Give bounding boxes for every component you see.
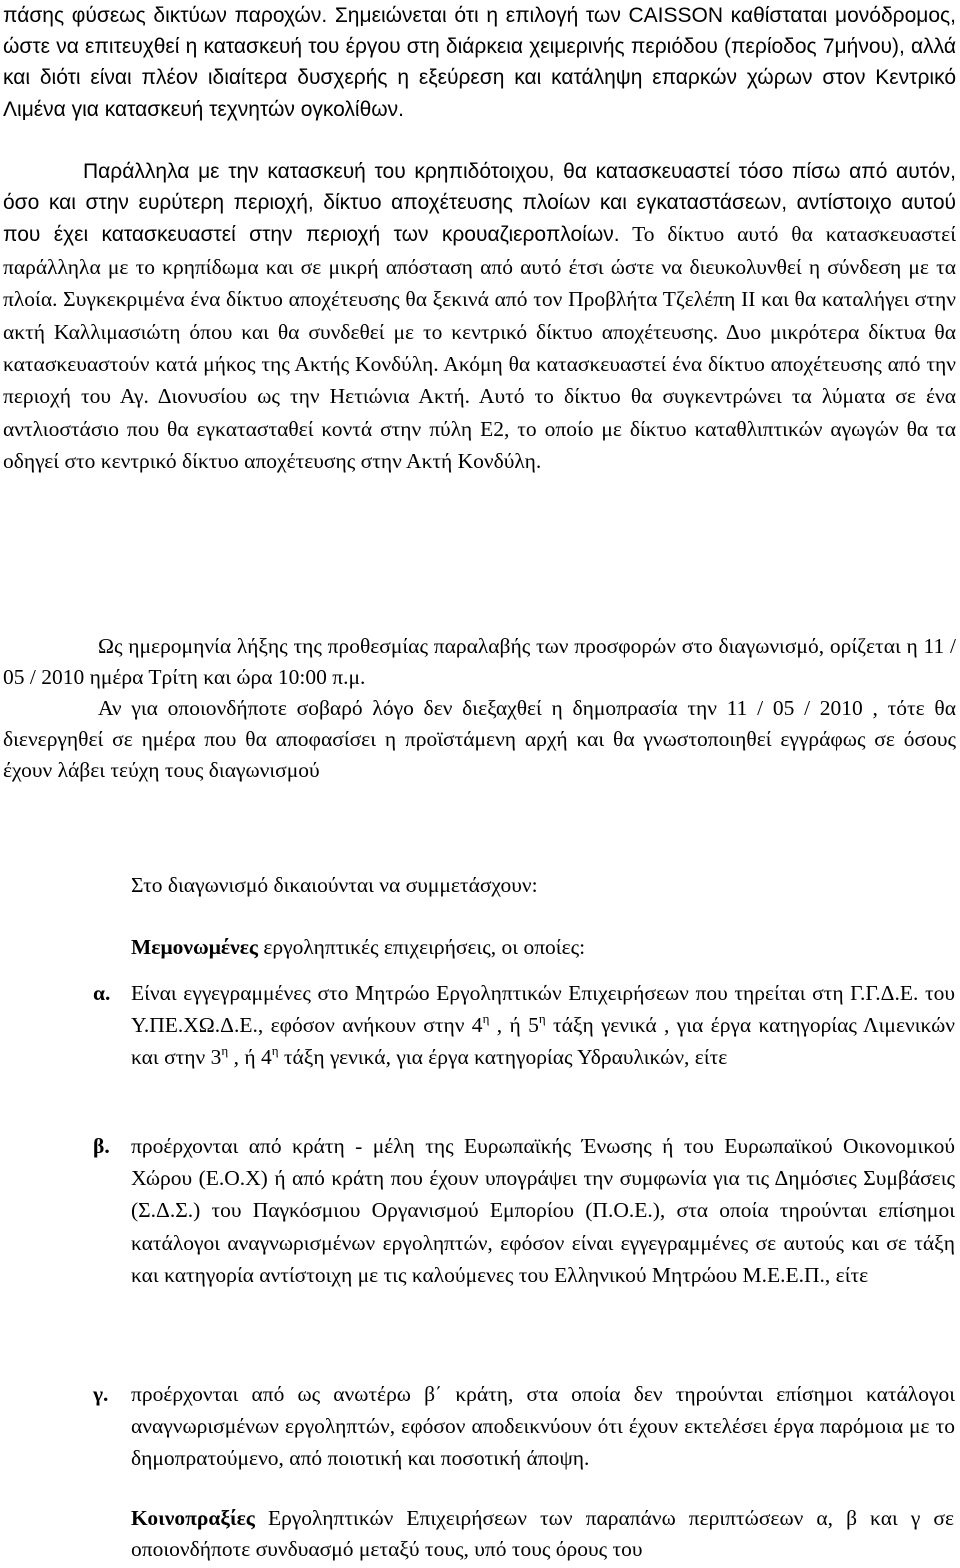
joint-ventures-paragraph bbox=[131, 1503, 954, 1565]
item-a-sup2: η bbox=[538, 1011, 546, 1027]
item-a-sup3: η bbox=[221, 1043, 229, 1059]
list-item-b bbox=[93, 1130, 955, 1291]
individual-companies-rest: εργοληπτικές επιχειρήσεις, οι οποίες: bbox=[257, 935, 586, 959]
paragraph-postponement: Αν για οποιονδήποτε σοβαρό λόγο δεν διεξαχθεί η δημοπρασία την 11 / 05 / 2010 , τότε θα διενεργηθεί σε ημέρα που θα αποφασίσει η προϊστάμενη αρχή και θα γνωστοποιηθεί εγγράφως σε όσους έχουν λάβει τεύχη τους διαγωνισμού bbox=[3, 696, 956, 782]
list-item-c bbox=[93, 1378, 955, 1475]
joint-ventures-bold: Κοινοπραξίες bbox=[131, 1506, 255, 1530]
item-a-part2: , ή 5 bbox=[489, 1013, 539, 1038]
list-item-a-text bbox=[131, 977, 955, 1074]
paragraph-deadline: Ως ημερομηνία λήξης της προθεσμίας παραλαβής των προσφορών στο διαγωνισμό, ορίζεται η 11 / 05 / 2010 ημέρα Τρίτη και ώρα 10:00 π.μ. bbox=[3, 634, 956, 689]
paragraph-caisson: πάσης φύσεως δικτύων παροχών. Σημειώνεται ότι η επιλογή των CAISSON καθίσταται μονόδρομος, ώστε να επιτευχθεί η κατασκευή του έργου στη διάρκεια χειμερινής περιόδου (περίοδος 7μήνου), αλλά και διότι είναι πλέον ιδιαίτερα δυσχερής η εξεύρεση και κατάληψη επαρκών χώρων στον Κεντρικό Λιμένα για κατασκευή τεχνητών ογκολίθων. bbox=[3, 4, 956, 121]
paragraph-drainage-sans: Παράλληλα με την κατασκευή του κρηπιδότοιχου, θα κατασκευαστεί τόσο πίσω από αυτόν, όσο και στην ευρύτερη περιοχή, δίκτυο αποχέτευσης πλοίων και εγκαταστάσεων, αντίστοιχο αυτού που έχει κατασκευαστεί στην περιοχή των κρουαζιεροπλοίων. bbox=[3, 160, 956, 247]
item-a-part1: Είναι εγγεγραμμένες στο Μητρώο Εργοληπτικών Επιχειρήσεων που τηρείται στη Γ.Γ.Δ.Ε. του Υ.ΠΕ.ΧΩ.Δ.Ε., εφόσον ανήκουν στην 4 bbox=[131, 981, 955, 1038]
item-a-sup4: η bbox=[271, 1043, 279, 1059]
individual-companies-heading bbox=[131, 932, 951, 963]
item-a-part4: , ή 4 bbox=[228, 1045, 272, 1070]
item-a-part5: τάξη γενικά, για έργα κατηγορίας Υδραυλικών, είτε bbox=[278, 1045, 728, 1070]
paragraph-drainage-serif: Το δίκτυο αυτό θα κατασκευαστεί παράλληλα με το κρηπίδωμα και σε μικρή απόσταση από αυτό έτσι ώστε να διευκολυνθεί η σύνδεση με τα πλοία. Συγκεκριμένα ένα δίκτυο αποχέτευσης θα ξεκινά από τον Προβλήτα Τζελέπη ΙΙ και θα καταλήγει στην ακτή Καλλιμασιώτη όπου και θα συνδεθεί με το κεντρικό δίκτυο αποχέτευσης. Δυο μικρότερα δίκτυα θα κατασκευαστούν κατά μήκος της Ακτής Κονδύλη. Ακόμη θα κατασκευαστεί ένα δίκτυο αποχέτευσης από την περιοχή του Αγ. Διονυσίου ως την Ηετιώνια Ακτή. Αυτό το δίκτυο θα συγκεντρώνει τα λύματα σε ένα αντλιοστάσιο που θα εγκατασταθεί κοντά στην πύλη Ε2, το οποίο με δίκτυο καταθλιπτικών αγωγών θα τα οδηγεί στο κεντρικό δίκτυο αποχέτευσης στην Ακτή Κονδύλη. bbox=[3, 222, 956, 474]
list-item-a bbox=[93, 977, 955, 1074]
list-marker-b: β. bbox=[93, 1134, 110, 1158]
paragraph-drainage-network bbox=[3, 156, 956, 478]
list-marker-c: γ. bbox=[93, 1382, 109, 1406]
item-a-part3: τάξη γενικά , για έργα κατηγορίας Λιμενικών και στην 3 bbox=[131, 1013, 955, 1070]
list-marker-a: α. bbox=[93, 981, 111, 1005]
list-item-c-text: προέρχονται από ως ανωτέρω β΄ κράτη, στα οποία δεν τηρούνται επίσημοι κατάλογοι αναγνωρισμένων εργοληπτών, εφόσον αποδεικνύουν ότι έχουν εκτελέσει έργα παρόμοια με το δημοπρατούμενο, από ποιοτική και ποσοτική άποψη. bbox=[131, 1382, 955, 1471]
individual-companies-bold: Μεμονωμένες bbox=[131, 935, 258, 959]
item-a-sup1: η bbox=[482, 1011, 490, 1027]
joint-ventures-rest: Εργοληπτικών Επιχειρήσεων των παραπάνω περιπτώσεων α, β και γ σε οποιονδήποτε συνδυασμό μεταξύ τους, υπό τους όρους του bbox=[131, 1506, 954, 1561]
list-item-b-text: προέρχονται από κράτη - μέλη της Ευρωπαϊκής Ένωσης ή του Ευρωπαϊκού Οικονομικού Χώρου (Ε.Ο.Χ) ή από κράτη που έχουν υπογράψει την συμφωνία για τις Δημόσιες Συμβάσεις (Σ.Δ.Σ.) του Παγκόσμιου Οργανισμού Εμπορίου (Π.Ο.Ε.), στα οποία τηρούνται επίσημοι κατάλογοι αναγνωρισμένων εργοληπτών, εφόσον είναι εγγεγραμμένες σε αυτούς και σε τάξη και κατηγορία αντίστοιχη με τις καλούμενες του Ελληνικού Μητρώου Μ.Ε.Ε.Π., είτε bbox=[131, 1134, 955, 1287]
participants-heading: Στο διαγωνισμό δικαιούνται να συμμετάσχουν: bbox=[131, 873, 538, 897]
